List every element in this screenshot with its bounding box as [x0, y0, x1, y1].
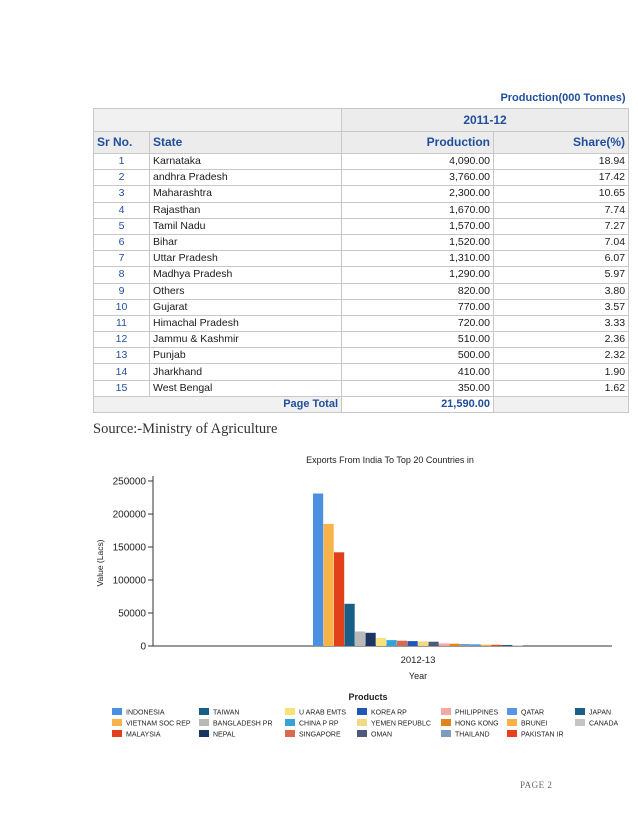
- production-cell: 410.00: [342, 364, 494, 380]
- legend-swatch: [507, 719, 517, 726]
- bar-malaysia: [334, 552, 344, 646]
- legend-swatch: [199, 719, 209, 726]
- sr-header: Sr No.: [94, 132, 150, 154]
- x-tick-label: 2012-13: [400, 655, 436, 666]
- legend-swatch: [441, 730, 451, 737]
- page-total-label: Page Total: [94, 396, 342, 412]
- table-row: [94, 348, 629, 364]
- y-tick-label: 100000: [112, 575, 146, 587]
- sr-cell: 8: [94, 267, 150, 283]
- state-cell: Others: [150, 283, 342, 299]
- state-cell: Karnataka: [150, 154, 342, 170]
- chart-title: Exports From India To Top 20 Countries in: [306, 455, 474, 465]
- state-cell: West Bengal: [150, 380, 342, 396]
- production-cell: 820.00: [342, 283, 494, 299]
- page-total-value: 21,590.00: [342, 396, 494, 412]
- production-cell: 1,310.00: [342, 251, 494, 267]
- bar-pakistan-ir: [492, 645, 502, 646]
- y-tick-label: 0: [140, 641, 146, 653]
- state-cell: Bihar: [150, 234, 342, 250]
- legend-title: Products: [348, 692, 388, 702]
- production-cell: 2,300.00: [342, 186, 494, 202]
- legend-label: THAILAND: [455, 731, 490, 739]
- production-cell: 500.00: [342, 348, 494, 364]
- legend-label: QATAR: [521, 709, 545, 717]
- table-row: [94, 251, 629, 267]
- state-cell: Maharashtra: [150, 186, 342, 202]
- legend-label: PHILIPPINES: [455, 709, 499, 717]
- sr-cell: 12: [94, 332, 150, 348]
- table-row: [94, 170, 629, 186]
- source-note: Source:-Ministry of Agriculture: [93, 421, 278, 437]
- legend-label: BANGLADESH PR: [213, 720, 273, 728]
- bar-u-arab-emts: [376, 638, 386, 646]
- legend-swatch: [575, 719, 585, 726]
- production-header: Production: [342, 132, 494, 154]
- sr-cell: 1: [94, 154, 150, 170]
- y-tick-label: 200000: [112, 509, 146, 521]
- year-header: 2011-12: [342, 109, 629, 132]
- share-cell: 10.65: [494, 186, 629, 202]
- sr-cell: 2: [94, 170, 150, 186]
- legend-label: BRUNEI: [521, 720, 548, 728]
- legend-label: VIETNAM SOC REP: [126, 720, 191, 728]
- bar-japan: [502, 645, 512, 646]
- table-row: [94, 380, 629, 396]
- production-cell: 770.00: [342, 299, 494, 315]
- page-number: PAGE 2: [520, 780, 553, 790]
- y-tick-label: 250000: [112, 476, 146, 488]
- legend-label: U ARAB EMTS: [299, 709, 347, 717]
- legend-swatch: [357, 719, 367, 726]
- share-cell: 7.74: [494, 202, 629, 218]
- sr-cell: 6: [94, 234, 150, 250]
- legend-label: PAKISTAN IR: [521, 731, 564, 739]
- share-cell: 7.04: [494, 234, 629, 250]
- state-cell: Jammu & Kashmir: [150, 332, 342, 348]
- production-cell: 1,670.00: [342, 202, 494, 218]
- sr-cell: 3: [94, 186, 150, 202]
- legend-swatch: [199, 730, 209, 737]
- table-row: [94, 154, 629, 170]
- legend-swatch: [199, 708, 209, 715]
- legend-label: HONG KONG: [455, 720, 499, 728]
- state-cell: andhra Pradesh: [150, 170, 342, 186]
- table-row: [94, 332, 629, 348]
- unit-label: Production(000 Tonnes): [94, 89, 629, 109]
- share-cell: 1.90: [494, 364, 629, 380]
- sr-cell: 9: [94, 283, 150, 299]
- share-cell: 1.62: [494, 380, 629, 396]
- legend-swatch: [441, 719, 451, 726]
- sr-cell: 11: [94, 315, 150, 331]
- table-row: [94, 234, 629, 250]
- bar-oman: [429, 642, 439, 646]
- bar-hong-kong: [450, 644, 460, 646]
- table-row: [94, 315, 629, 331]
- share-cell: 6.07: [494, 251, 629, 267]
- legend-swatch: [357, 730, 367, 737]
- legend-label: OMAN: [371, 731, 392, 739]
- table-row: [94, 186, 629, 202]
- state-cell: Rajasthan: [150, 202, 342, 218]
- legend-label: CANADA: [589, 720, 619, 728]
- production-cell: 3,760.00: [342, 170, 494, 186]
- production-cell: 4,090.00: [342, 154, 494, 170]
- legend-label: JAPAN: [589, 709, 612, 717]
- state-cell: Punjab: [150, 348, 342, 364]
- state-cell: Madhya Pradesh: [150, 267, 342, 283]
- bar-brunei: [481, 645, 491, 646]
- bar-singapore: [397, 641, 407, 646]
- share-cell: 3.57: [494, 299, 629, 315]
- legend-label: NEPAL: [213, 731, 236, 739]
- table-row: [94, 364, 629, 380]
- table-row: [94, 283, 629, 299]
- y-tick-label: 50000: [118, 608, 146, 620]
- legend-swatch: [357, 708, 367, 715]
- share-cell: 3.33: [494, 315, 629, 331]
- x-axis-label: Year: [408, 671, 428, 681]
- legend-label: CHINA P RP: [299, 720, 339, 728]
- sr-cell: 7: [94, 251, 150, 267]
- sr-cell: 5: [94, 218, 150, 234]
- share-header: Share(%): [494, 132, 629, 154]
- legend-swatch: [112, 730, 122, 737]
- table-row: [94, 299, 629, 315]
- legend-swatch: [285, 708, 295, 715]
- legend-label: MALAYSIA: [126, 731, 161, 739]
- production-table: [93, 89, 629, 413]
- bar-indonesia: [313, 494, 323, 647]
- legend-swatch: [441, 708, 451, 715]
- legend-label: YEMEN REPUBLC: [371, 720, 431, 728]
- share-cell: 5.97: [494, 267, 629, 283]
- share-cell: 2.36: [494, 332, 629, 348]
- share-cell: 17.42: [494, 170, 629, 186]
- bar-yemen-republc: [418, 641, 428, 646]
- sr-cell: 14: [94, 364, 150, 380]
- bar-nepal: [366, 633, 376, 646]
- legend-swatch: [575, 708, 585, 715]
- state-cell: Gujarat: [150, 299, 342, 315]
- legend-label: TAIWAN: [213, 709, 240, 717]
- table-row: [94, 202, 629, 218]
- bar-china-p-rp: [387, 640, 397, 646]
- production-cell: 1,570.00: [342, 218, 494, 234]
- production-cell: 1,290.00: [342, 267, 494, 283]
- y-tick-label: 150000: [112, 542, 146, 554]
- production-cell: 350.00: [342, 380, 494, 396]
- legend-swatch: [507, 730, 517, 737]
- bar-vietnam-soc-rep: [324, 524, 334, 646]
- y-axis-label: Value (Lacs): [95, 539, 105, 587]
- bar-canada: [513, 645, 523, 646]
- legend-swatch: [112, 708, 122, 715]
- legend-label: INDONESIA: [126, 709, 165, 717]
- legend-label: SINGAPORE: [299, 731, 341, 739]
- state-cell: Himachal Pradesh: [150, 315, 342, 331]
- state-cell: Jharkhand: [150, 364, 342, 380]
- bar-thailand: [460, 644, 470, 646]
- bar-qatar: [471, 644, 481, 646]
- legend-swatch: [285, 730, 295, 737]
- production-cell: 510.00: [342, 332, 494, 348]
- share-cell: 2.32: [494, 348, 629, 364]
- legend-swatch: [112, 719, 122, 726]
- table-row: [94, 267, 629, 283]
- legend-swatch: [507, 708, 517, 715]
- production-cell: 720.00: [342, 315, 494, 331]
- legend-swatch: [285, 719, 295, 726]
- sr-cell: 10: [94, 299, 150, 315]
- bar-bangladesh-pr: [355, 632, 365, 647]
- table-row: [94, 218, 629, 234]
- legend-label: KOREA RP: [371, 709, 407, 717]
- state-header: State: [150, 132, 342, 154]
- state-cell: Uttar Pradesh: [150, 251, 342, 267]
- exports-chart: [0, 445, 638, 745]
- state-cell: Tamil Nadu: [150, 218, 342, 234]
- share-cell: 3.80: [494, 283, 629, 299]
- bar-korea-rp: [408, 641, 418, 646]
- share-cell: 7.27: [494, 218, 629, 234]
- sr-cell: 13: [94, 348, 150, 364]
- sr-cell: 15: [94, 380, 150, 396]
- share-cell: 18.94: [494, 154, 629, 170]
- bar-taiwan: [345, 604, 355, 646]
- sr-cell: 4: [94, 202, 150, 218]
- production-cell: 1,520.00: [342, 234, 494, 250]
- bar-philippines: [439, 643, 449, 646]
